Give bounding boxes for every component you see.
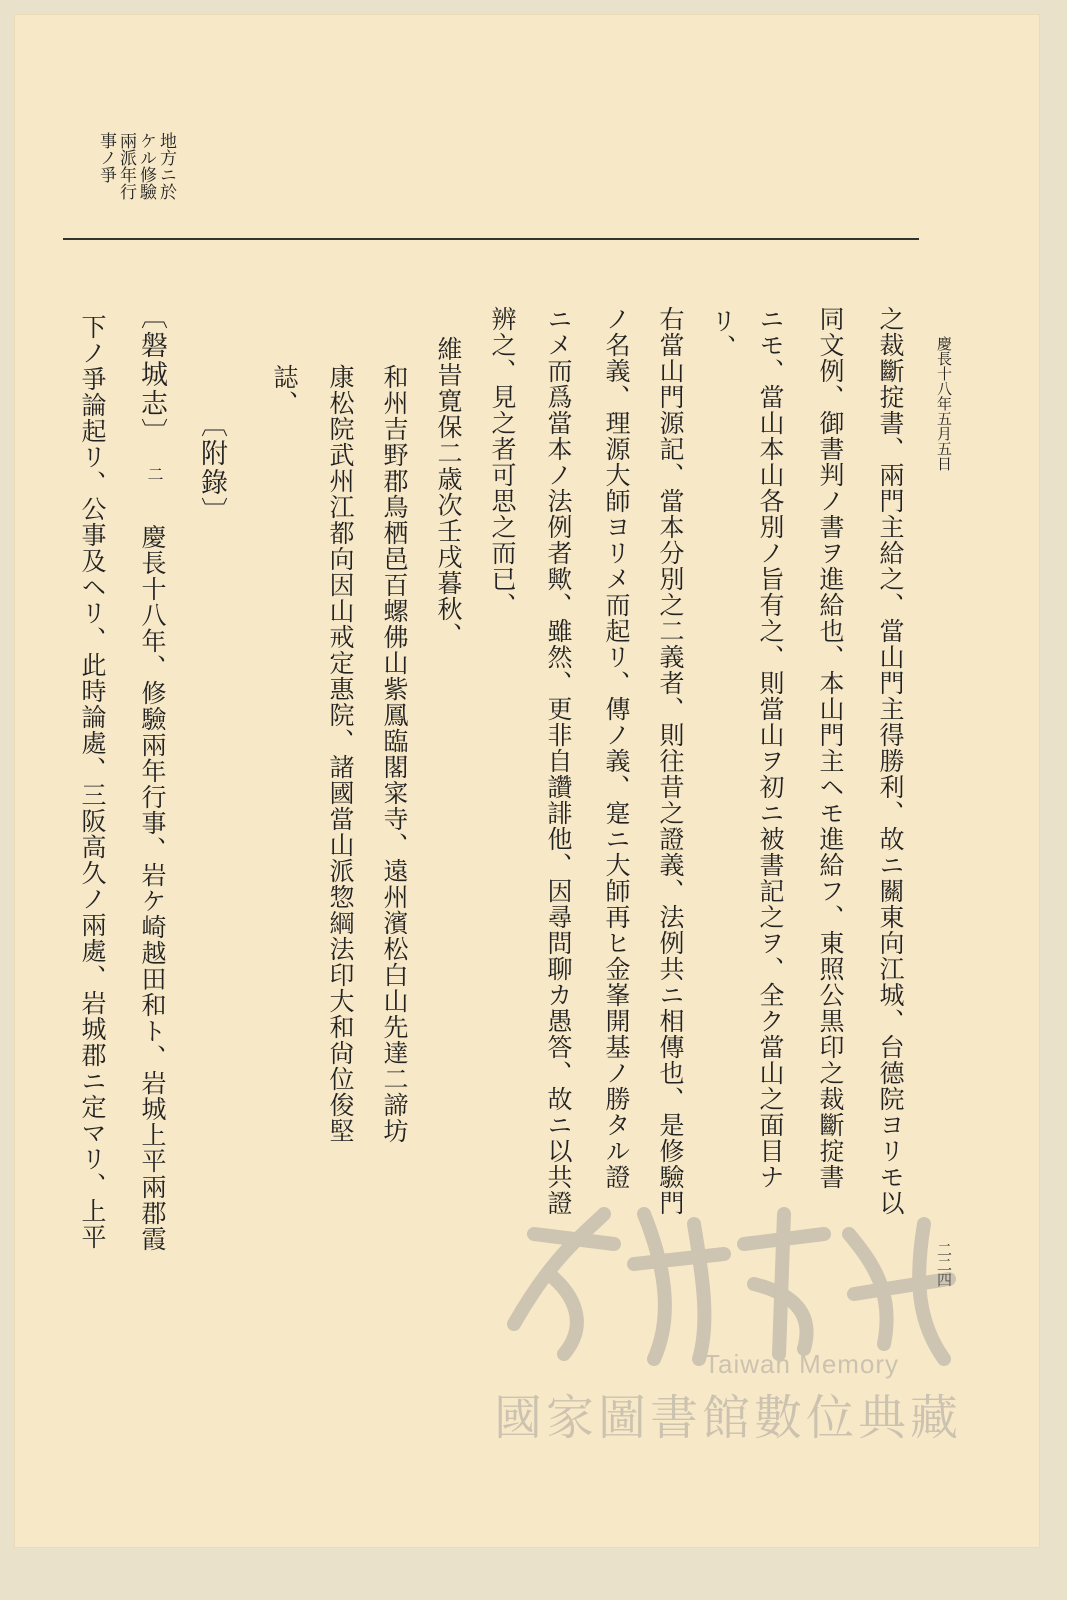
sidenote-col-1: 地方ニ於 [156,132,176,200]
appendix-source-suffix: 二 [145,466,164,483]
watermark [484,1174,984,1454]
body-column-2: 同文例、御書判ノ書ヲ進給也、本山門主ヘモ進給フ、東照公黒印之裁斷掟書 [816,306,845,1190]
body-column-9: 維旹寛保二歳次壬戌暮秋、 [434,336,463,648]
header-rule [63,238,919,240]
appendix-column-2: 下ノ爭論起リ、公事及ヘリ、此時論處、三阪高久ノ兩處、岩城郡ニ定マリ、上平 [78,314,107,1250]
body-column-10: 和州吉野郡鳥栖邑百螺佛山紫鳳臨閣寀寺、遠州濱松白山先達二諦坊 [380,364,409,1144]
body-column-8: 辨之、見之者可思之而已、 [488,306,517,618]
body-column-3: ニモ、當山本山各別ノ旨有之、則當山ヲ初ニ被書記之ヲ、全ク當山之面目ナ [756,306,785,1190]
sidenote-col-2: ケル修驗 [136,132,156,200]
sidenote-col-4: 事ノ爭 [96,132,116,183]
watermark-text-cn: 國家圖書館數位典藏 [494,1390,963,1446]
sidenote-col-3: 兩派年行 [116,132,136,200]
body-column-12: 誌、 [270,364,299,416]
body-column-1: 之裁斷掟書、兩門主給之、當山門主得勝利、故ニ關東向江城、台德院ヨリモ以 [876,306,905,1216]
watermark-text-en: Taiwan Memory [704,1349,900,1379]
body-column-5: 右當山門源記、當本分別之二義者、則往昔之證義、法例共ニ相傳也、是修驗門 [656,306,685,1216]
body-column-6: ノ名義、理源大師ヨリメ而起リ、傳ノ義、寔ニ大師再ヒ金峯開基ノ勝タル證 [602,306,631,1190]
document-page [14,14,1040,1548]
appendix-heading: 〔附錄〕 [196,410,227,526]
page-number: 二二四 [935,1242,953,1287]
body-column-7: ニメ而爲當本ノ法例者歟、雖然、更非自讚誹他、因尋問聊カ愚答、故ニ以共證 [544,306,573,1216]
body-column-4: リ、 [708,308,737,360]
body-column-11: 康松院武州江都向因山戒定惠院、諸國當山派惣綱法印大和尙位俊堅 [326,364,355,1144]
appendix-column-1: 慶長十八年、修驗兩年行事、岩ケ崎越田和ト、岩城上平兩郡霞 [138,524,167,1252]
header-date: 慶長十八年五月五日 [935,336,953,471]
appendix-source-title: 〔磐城志〕 [136,302,167,447]
